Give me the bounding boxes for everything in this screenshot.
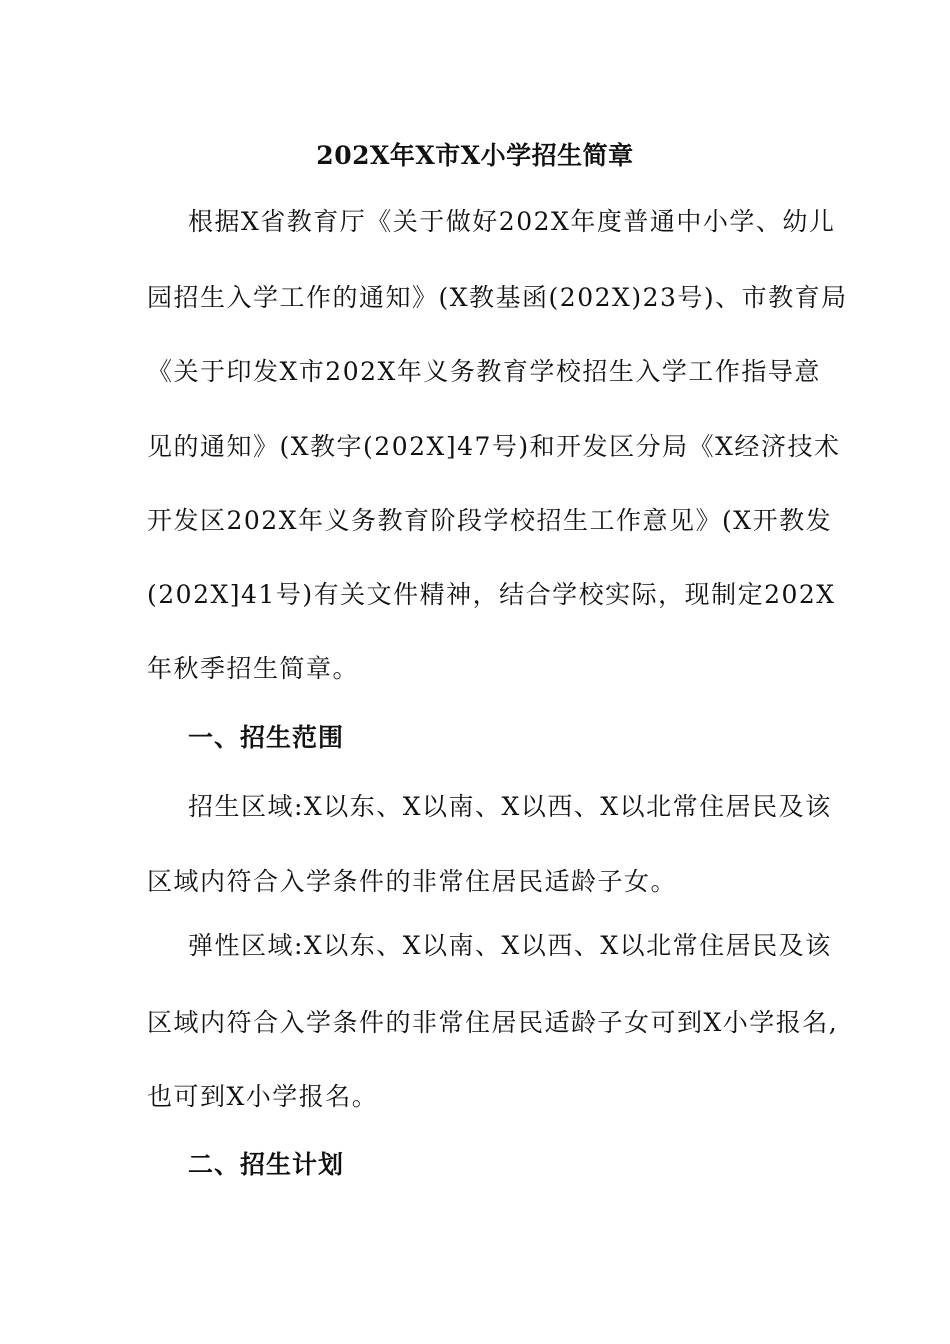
enrollment-area-line-1: 招生区域:X以东、X以南、X以西、X以北常住居民及该 <box>188 792 832 821</box>
flexible-area-line-2: 区域内符合入学条件的非常住居民适龄子女可到X小学报名, <box>147 1008 839 1037</box>
intro-line-1: 根据X省教育厅《关于做好202X年度普通中小学、幼儿 <box>188 207 836 236</box>
intro-line-6: (202X]41号)有关文件精神，结合学校实际，现制定202X <box>147 580 836 609</box>
intro-line-7: 年秋季招生简章。 <box>147 654 360 683</box>
flexible-area-line-1: 弹性区域:X以东、X以南、X以西、X以北常住居民及该 <box>188 931 832 960</box>
intro-line-4: 见的通知》(X教字(202X]47号)和开发区分局《X经济技术 <box>147 432 841 461</box>
section-heading-enrollment-plan: 二、招生计划 <box>188 1150 345 1179</box>
intro-line-5: 开发区202X年义务教育阶段学校招生工作意见》(X开教发 <box>147 506 833 535</box>
flexible-area-line-3: 也可到X小学报名。 <box>147 1082 379 1111</box>
intro-line-2: 园招生入学工作的通知》(X教基函(202X)23号)、市教育局 <box>147 283 848 312</box>
enrollment-area-line-2: 区域内符合入学条件的非常住居民适龄子女。 <box>147 867 678 896</box>
document-title: 202X年X市X小学招生简章 <box>316 141 634 170</box>
intro-line-3: 《关于印发X市202X年义务教育学校招生入学工作指导意 <box>147 357 821 386</box>
section-heading-enrollment-scope: 一、招生范围 <box>188 723 345 752</box>
